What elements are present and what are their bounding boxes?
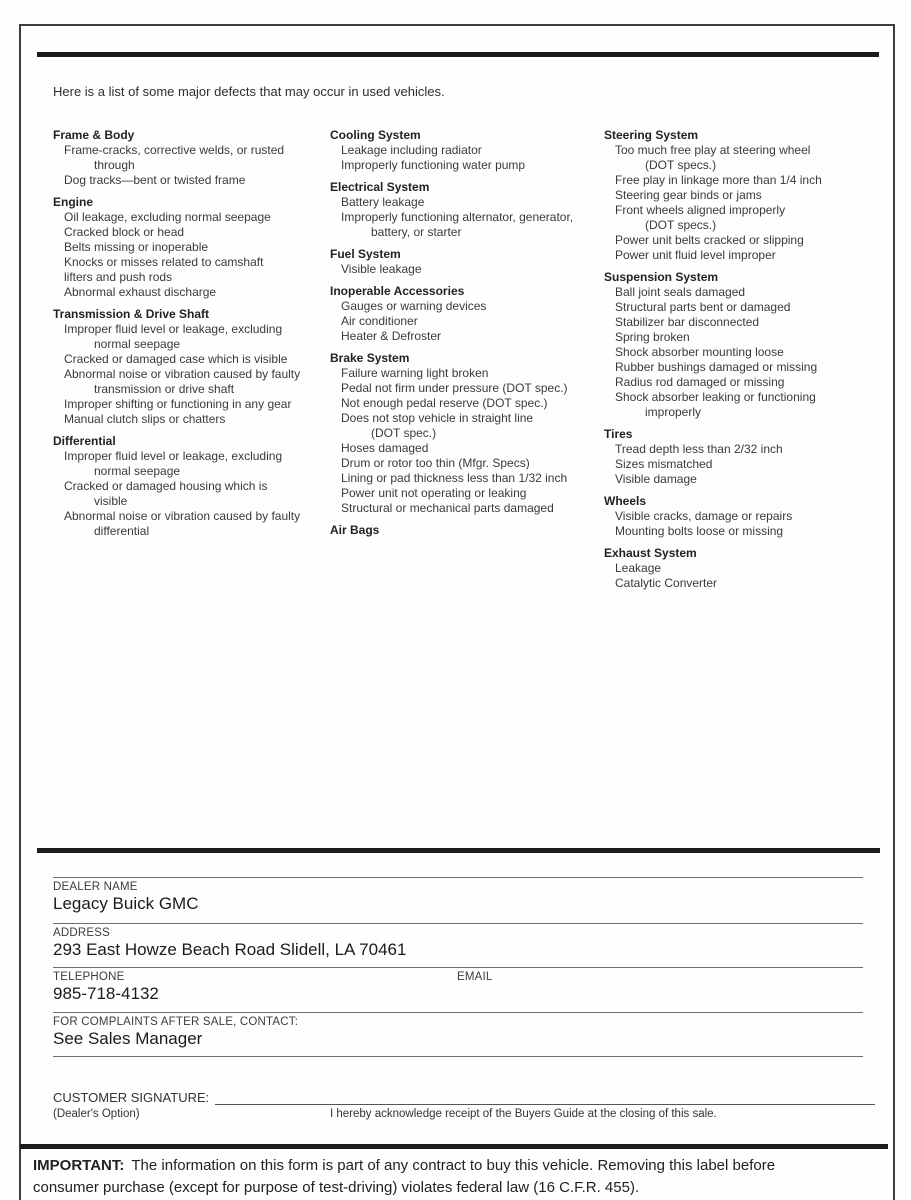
defect-section-title: Fuel System [330,247,401,261]
defect-section-title: Suspension System [604,270,719,284]
defect-item-line: Free play in linkage more than 1/4 inch [615,173,822,187]
telephone-label: TELEPHONE [53,971,125,983]
defect-item-line: (DOT specs.) [645,158,717,172]
defect-item-line: Improperly functioning water pump [341,158,526,172]
defect-item-line: Shock absorber mounting loose [615,345,784,359]
intro-text: Here is a list of some major defects that may occur in used vehicles. [53,84,445,99]
defect-section [604,427,904,487]
defect-item-line: Improper fluid level or leakage, excluding [64,449,283,463]
telephone-value: 985-718-4132 [53,984,159,1003]
defect-section-title: Tires [604,427,633,441]
defect-item-line: Drum or rotor too thin (Mfgr. Specs) [341,456,530,470]
defect-item-line: Improper shifting or functioning in any gear [64,397,292,411]
defect-item-line: lifters and push rods [64,270,173,284]
complaints-contact-field [53,1012,863,1057]
defect-item-line: Radius rod damaged or missing [615,375,785,389]
defect-item-line: Cracked block or head [64,225,185,239]
address-value: 293 East Howze Beach Road Slidell, LA 70461 [53,940,407,959]
defect-section [330,523,604,538]
defect-item-line: Failure warning light broken [341,366,489,380]
important-notice-line1 [33,1155,893,1177]
defect-column-2 [330,128,604,591]
dealer-name-label: DEALER NAME [53,881,138,893]
dealer-info-form [53,877,863,1057]
defect-item-line: Abnormal noise or vibration caused by faulty [64,509,301,523]
defect-section-title: Brake System [330,351,410,365]
defect-section [330,180,604,240]
defect-item-line: Catalytic Converter [615,576,718,590]
defect-section [604,494,904,539]
defect-item-line: Rubber bushings damaged or missing [615,360,818,374]
defect-item-line: Structural or mechanical parts damaged [341,501,554,515]
defect-item-line: Belts missing or inoperable [64,240,209,254]
defect-item-line: Leakage [615,561,662,575]
dealer-section-divider-rule [37,848,880,853]
defect-section [330,128,604,173]
defect-item-line: (DOT spec.) [371,426,437,440]
defect-item-line: Air conditioner [341,314,418,328]
defect-item-line: Abnormal exhaust discharge [64,285,217,299]
defect-section-title: Steering System [604,128,699,142]
defect-item-line: Power unit fluid level improper [615,248,776,262]
defect-columns [53,128,904,591]
defect-section [330,284,604,344]
defect-item-line: Oil leakage, excluding normal seepage [64,210,271,224]
defect-section [604,128,904,263]
dealer-name-field [53,877,863,923]
defect-section-title: Inoperable Accessories [330,284,465,298]
defect-section-title: Cooling System [330,128,421,142]
defect-item-line: transmission or drive shaft [94,382,235,396]
defect-item-line: Stabilizer bar disconnected [615,315,760,329]
defect-item-line: differential [94,524,150,538]
defect-item-line: Battery leakage [341,195,425,209]
defect-item-line: Visible cracks, damage or repairs [615,509,793,523]
defect-item-line: visible [94,494,128,508]
defect-item-line: Gauges or warning devices [341,299,487,313]
defect-section [53,307,330,427]
defect-item-line: Mounting bolts loose or missing [615,524,784,538]
defect-item-line: Frame-cracks, corrective welds, or rusted [64,143,285,157]
defect-section-title: Air Bags [330,523,380,537]
dealer-name-value: Legacy Buick GMC [53,894,199,913]
defect-section-title: Wheels [604,494,647,508]
defect-item-line: through [94,158,135,172]
defect-column-3 [604,128,904,591]
defect-item-line: Sizes mismatched [615,457,713,471]
top-divider-rule [37,52,879,57]
defect-item-line: Front wheels aligned improperly [615,203,786,217]
telephone-email-field [53,967,863,1012]
defect-section-title: Differential [53,434,116,448]
defect-item-line: Steering gear binds or jams [615,188,762,202]
defect-section-title: Exhaust System [604,546,697,560]
customer-signature-label: CUSTOMER SIGNATURE: [53,1090,210,1105]
defect-item-line: Hoses damaged [341,441,429,455]
defect-section-title: Transmission & Drive Shaft [53,307,210,321]
defect-item-line: Visible leakage [341,262,422,276]
defect-section [53,434,330,539]
defect-item-line: Structural parts bent or damaged [615,300,791,314]
defect-item-line: Cracked or damaged case which is visible [64,352,288,366]
defect-item-line: Manual clutch slips or chatters [64,412,226,426]
defect-item-line: Spring broken [615,330,690,344]
defect-section-title: Frame & Body [53,128,135,142]
defect-item-line: Power unit not operating or leaking [341,486,527,500]
complaints-contact-label: FOR COMPLAINTS AFTER SALE, CONTACT: [53,1016,299,1028]
defect-section [53,128,330,188]
defect-section-title: Electrical System [330,180,430,194]
email-label: EMAIL [457,971,493,983]
defect-section [330,351,604,516]
address-field [53,923,863,967]
defect-item-line: Too much free play at steering wheel [615,143,811,157]
defect-item-line: Pedal not firm under pressure (DOT spec.) [341,381,568,395]
defect-section [53,195,330,300]
dealers-option-note: (Dealer's Option) [53,1108,140,1120]
defect-item-line: Tread depth less than 2/32 inch [615,442,783,456]
address-label: ADDRESS [53,927,110,939]
defect-item-line: Visible damage [615,472,697,486]
defect-item-line: Heater & Defroster [341,329,442,343]
defect-item-line: Ball joint seals damaged [615,285,746,299]
important-label: IMPORTANT: [33,1157,125,1174]
important-text-line2: consumer purchase (except for purpose of test-driving) violates federal law (16 C.F.R. 455). [33,1179,640,1196]
defect-item-line: normal seepage [94,464,181,478]
defect-item-line: Dog tracks—bent or twisted frame [64,173,246,187]
defect-item-line: Leakage including radiator [341,143,482,157]
signature-block [53,1090,875,1124]
important-divider-rule [20,1144,888,1149]
defect-item-line: Improperly functioning alternator, generator, [341,210,574,224]
complaints-contact-value: See Sales Manager [53,1029,203,1048]
defect-column-1 [53,128,330,591]
defect-item-line: improperly [645,405,702,419]
defect-section [604,546,904,591]
defect-item-line: Does not stop vehicle in straight line [341,411,534,425]
defect-item-line: Cracked or damaged housing which is [64,479,268,493]
important-text-line1: The information on this form is part of any contract to buy this vehicle. Removing this label before [131,1157,776,1174]
important-notice [33,1155,893,1199]
defect-item-line: battery, or starter [371,225,462,239]
defect-section [604,270,904,420]
defect-item-line: Not enough pedal reserve (DOT spec.) [341,396,548,410]
customer-signature-line [215,1090,875,1105]
defect-item-line: Abnormal noise or vibration caused by faulty [64,367,301,381]
defect-item-line: (DOT specs.) [645,218,717,232]
defect-section [330,247,604,277]
defect-item-line: Improper fluid level or leakage, excluding [64,322,283,336]
defect-section-title: Engine [53,195,94,209]
defect-item-line: Shock absorber leaking or functioning [615,390,816,404]
defect-item-line: Lining or pad thickness less than 1/32 inch [341,471,568,485]
defect-item-line: normal seepage [94,337,181,351]
defect-item-line: Knocks or misses related to camshaft [64,255,264,269]
defect-item-line: Power unit belts cracked or slipping [615,233,804,247]
acknowledgment-text: I hereby acknowledge receipt of the Buyers Guide at the closing of this sale. [330,1108,717,1120]
